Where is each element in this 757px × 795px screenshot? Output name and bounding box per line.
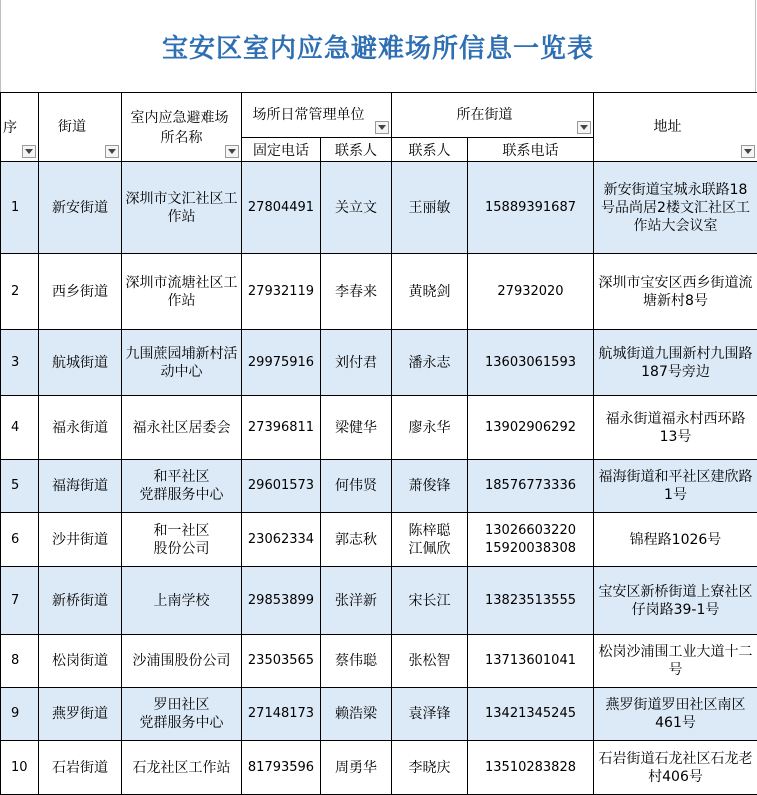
header-seq-label: 序 — [3, 120, 17, 136]
cell-street: 燕罗街道 — [39, 688, 122, 741]
table-row — [1, 688, 757, 741]
header-address — [594, 93, 757, 162]
cell-street: 西乡街道 — [39, 254, 122, 330]
cell-address: 新安街道宝城永联路18号品尚居2楼文汇社区工作站大会议室 — [594, 162, 757, 254]
table-row — [1, 396, 757, 460]
cell-seq: 7 — [1, 567, 39, 635]
cell-mgmt-contact: 关立文 — [321, 162, 392, 254]
cell-mgmt-phone: 29853899 — [242, 567, 321, 635]
header-shelter-name — [122, 93, 242, 162]
table-row — [1, 460, 757, 513]
cell-seq: 2 — [1, 254, 39, 330]
cell-street: 福海街道 — [39, 460, 122, 513]
cell-shelter-name: 福永社区居委会 — [122, 396, 242, 460]
header-mgmt-contact: 联系人 — [321, 138, 392, 162]
cell-address: 石岩街道石龙社区石龙老村406号 — [594, 741, 757, 795]
header-located-label: 所在街道 — [456, 107, 513, 123]
cell-seq: 10 — [1, 741, 39, 795]
cell-mgmt-phone: 27148173 — [242, 688, 321, 741]
table-row — [1, 162, 757, 254]
cell-street: 石岩街道 — [39, 741, 122, 795]
cell-seq: 6 — [1, 513, 39, 567]
cell-mgmt-contact: 蔡伟聪 — [321, 635, 392, 688]
table-row — [1, 330, 757, 396]
table-body — [1, 162, 757, 795]
cell-address: 松岗沙浦围工业大道十二号 — [594, 635, 757, 688]
cell-mgmt-contact: 李春来 — [321, 254, 392, 330]
cell-shelter-name: 和一社区 股份公司 — [122, 513, 242, 567]
table-row — [1, 513, 757, 567]
table-row — [1, 741, 757, 795]
cell-mgmt-phone: 23503565 — [242, 635, 321, 688]
cell-mgmt-phone: 29601573 — [242, 460, 321, 513]
page-title: 宝安区室内应急避难场所信息一览表 — [161, 33, 594, 64]
cell-seq: 3 — [1, 330, 39, 396]
cell-loc-contact: 袁泽锋 — [392, 688, 468, 741]
cell-street: 新桥街道 — [39, 567, 122, 635]
cell-loc-contact: 张松智 — [392, 635, 468, 688]
cell-loc-contact: 陈梓聪 江佩欣 — [392, 513, 468, 567]
table-row — [1, 254, 757, 330]
cell-mgmt-phone: 27396811 — [242, 396, 321, 460]
shelter-table — [0, 92, 757, 795]
cell-mgmt-phone: 81793596 — [242, 741, 321, 795]
cell-loc-phone: 27932020 — [468, 254, 594, 330]
cell-seq: 8 — [1, 635, 39, 688]
cell-loc-phone: 13823513555 — [468, 567, 594, 635]
cell-mgmt-phone: 27804491 — [242, 162, 321, 254]
cell-loc-contact: 萧俊锋 — [392, 460, 468, 513]
header-management — [242, 93, 392, 138]
cell-mgmt-contact: 周勇华 — [321, 741, 392, 795]
header-loc-contact: 联系人 — [392, 138, 468, 162]
cell-seq: 1 — [1, 162, 39, 254]
filter-dropdown-icon[interactable] — [225, 145, 239, 158]
filter-dropdown-icon[interactable] — [741, 145, 755, 158]
cell-mgmt-contact: 刘付君 — [321, 330, 392, 396]
cell-address: 深圳市宝安区西乡街道流塘新村8号 — [594, 254, 757, 330]
cell-loc-contact: 王丽敏 — [392, 162, 468, 254]
cell-loc-contact: 宋长江 — [392, 567, 468, 635]
cell-address: 宝安区新桥街道上寮社区仔岗路39-1号 — [594, 567, 757, 635]
header-name-line1: 室内应急避难场 — [130, 110, 229, 126]
cell-loc-contact: 廖永华 — [392, 396, 468, 460]
cell-shelter-name: 深圳市文汇社区工作站 — [122, 162, 242, 254]
filter-dropdown-icon[interactable] — [22, 145, 36, 158]
header-seq — [1, 93, 39, 162]
header-name-line2: 所名称 — [160, 130, 203, 146]
cell-street: 沙井街道 — [39, 513, 122, 567]
cell-loc-phone: 15889391687 — [468, 162, 594, 254]
cell-mgmt-contact: 郭志秋 — [321, 513, 392, 567]
cell-mgmt-phone: 27932119 — [242, 254, 321, 330]
filter-dropdown-icon[interactable] — [105, 145, 119, 158]
cell-address: 航城街道九围新村九围路187号旁边 — [594, 330, 757, 396]
cell-street: 福永街道 — [39, 396, 122, 460]
cell-shelter-name: 石龙社区工作站 — [122, 741, 242, 795]
cell-street: 新安街道 — [39, 162, 122, 254]
cell-mgmt-contact: 何伟贤 — [321, 460, 392, 513]
cell-loc-phone: 13713601041 — [468, 635, 594, 688]
table-row — [1, 635, 757, 688]
cell-mgmt-contact: 张洋新 — [321, 567, 392, 635]
cell-mgmt-phone: 23062334 — [242, 513, 321, 567]
cell-shelter-name: 深圳市流塘社区工作站 — [122, 254, 242, 330]
cell-seq: 4 — [1, 396, 39, 460]
cell-loc-phone: 18576773336 — [468, 460, 594, 513]
cell-loc-phone: 13026603220 15920038308 — [468, 513, 594, 567]
cell-loc-phone: 13603061593 — [468, 330, 594, 396]
header-located-street — [392, 93, 594, 138]
title-bar — [0, 0, 756, 92]
cell-shelter-name: 和平社区 党群服务中心 — [122, 460, 242, 513]
cell-address: 福海街道和平社区建欣路1号 — [594, 460, 757, 513]
cell-mgmt-phone: 29975916 — [242, 330, 321, 396]
cell-address: 燕罗街道罗田社区南区461号 — [594, 688, 757, 741]
filter-dropdown-icon[interactable] — [577, 121, 591, 134]
cell-loc-contact: 潘永志 — [392, 330, 468, 396]
cell-shelter-name: 沙浦围股份公司 — [122, 635, 242, 688]
cell-loc-contact: 黄晓剑 — [392, 254, 468, 330]
header-management-label: 场所日常管理单位 — [252, 107, 365, 123]
header-street-label: 街道 — [58, 119, 86, 135]
cell-shelter-name: 上南学校 — [122, 567, 242, 635]
header-mgmt-phone: 固定电话 — [242, 138, 321, 162]
cell-address: 锦程路1026号 — [594, 513, 757, 567]
table-row — [1, 567, 757, 635]
cell-loc-contact: 李晓庆 — [392, 741, 468, 795]
cell-loc-phone: 13902906292 — [468, 396, 594, 460]
filter-dropdown-icon[interactable] — [375, 121, 389, 134]
cell-mgmt-contact: 赖浩梁 — [321, 688, 392, 741]
cell-loc-phone: 13421345245 — [468, 688, 594, 741]
header-address-label: 地址 — [653, 119, 682, 135]
cell-loc-phone: 13510283828 — [468, 741, 594, 795]
cell-seq: 9 — [1, 688, 39, 741]
cell-seq: 5 — [1, 460, 39, 513]
header-street — [39, 93, 122, 162]
header-loc-phone: 联系电话 — [468, 138, 594, 162]
cell-mgmt-contact: 梁健华 — [321, 396, 392, 460]
cell-street: 航城街道 — [39, 330, 122, 396]
cell-address: 福永街道福永村西环路13号 — [594, 396, 757, 460]
cell-street: 松岗街道 — [39, 635, 122, 688]
cell-shelter-name: 罗田社区 党群服务中心 — [122, 688, 242, 741]
cell-shelter-name: 九围蔗园埔新村活动中心 — [122, 330, 242, 396]
